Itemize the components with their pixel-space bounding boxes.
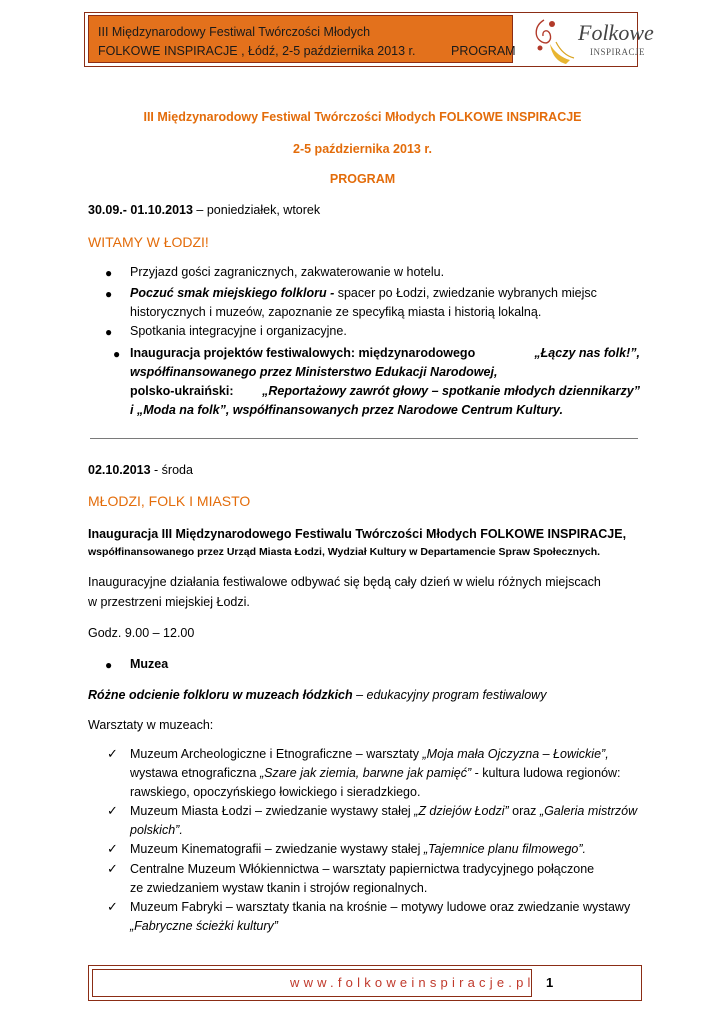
header-title-line2: FOLKOWE INSPIRACJE , Łódź, 2-5 października 2013 r.: [98, 44, 416, 58]
day2-subtitle-rest: – edukacyjny program festiwalowy: [352, 688, 547, 702]
day1-item4-italic: „Łączy nas folk!”,: [534, 346, 640, 360]
day1-item2-line2: historycznych i muzeów, zapoznanie ze specyfiką miasta i historią lokalną.: [130, 305, 542, 319]
day1-item1: Przyjazd gości zagranicznych, zakwaterowanie w hotelu.: [130, 265, 445, 279]
day1-date: 30.09.- 01.10.2013: [88, 203, 193, 217]
day2-days: - środa: [150, 463, 193, 477]
day1-item4-line3-italic: „Reportażowy zawrót głowy – spotkanie młodych dziennikarzy”: [262, 384, 640, 398]
bullet-icon: ●: [105, 287, 113, 301]
day1-heading: WITAMY W ŁODZI!: [88, 234, 209, 250]
day2-date-line: [88, 463, 193, 477]
bullet-icon: ●: [113, 347, 121, 361]
day1-item4-line3-text: polsko-ukraiński:: [130, 384, 234, 398]
museum1-line3: rawskiego, opoczyńskiego łowickiego i sieradzkiego.: [130, 785, 421, 799]
bullet-icon: ●: [105, 325, 113, 339]
page-number: 1: [546, 975, 554, 990]
museum1-italic: „Moja mała Ojczyzna – Łowickie”,: [422, 747, 609, 761]
doc-title-line2: 2-5 października 2013 r.: [293, 142, 432, 156]
day1-item4-line4: i „Moda na folk”, współfinansowanych przez Narodowe Centrum Kultury.: [130, 403, 563, 417]
day2-inauguration-line2: współfinansowanego przez Urząd Miasta Łodzi, Wydział Kultury w Departamencie Spraw Społecznych.: [88, 546, 601, 558]
header-program-label: PROGRAM: [451, 44, 516, 58]
day1-item4-line3: [130, 384, 640, 398]
doc-title-line3: PROGRAM: [329, 172, 396, 186]
checkmark-icon: ✓: [107, 899, 118, 914]
day1-item4-text: Inauguracja projektów festiwalowych: międzynarodowego: [130, 346, 476, 360]
museum1-line1: [130, 747, 609, 761]
checkmark-icon: ✓: [107, 841, 118, 856]
museum2-italic: „Z dziejów Łodzi”: [414, 804, 509, 818]
day1-item2-rest: spacer po Łodzi, zwiedzanie wybranych miejsc: [334, 286, 597, 300]
day1-item2-bold: Poczuć smak miejskiego folkloru -: [130, 286, 335, 300]
bullet-icon: ●: [105, 266, 113, 280]
museum2-mid: oraz: [508, 804, 540, 818]
museum2-line1: [130, 804, 637, 818]
checkmark-icon: ✓: [107, 746, 118, 761]
section-divider: [90, 438, 638, 439]
museum2-line2: polskich”.: [130, 823, 183, 837]
museum1-line2-rest: - kultura ludowa regionów:: [471, 766, 621, 780]
day2-hours: Godz. 9.00 – 12.00: [88, 626, 195, 640]
day2-museums-label: Muzea: [130, 657, 169, 671]
museum1-line2: [130, 766, 621, 780]
museum2-italic2: „Galeria mistrzów: [539, 804, 638, 818]
day1-item4-line1: [130, 346, 640, 360]
museum1-line2-text: wystawa etnograficzna: [130, 766, 260, 780]
header-banner: [88, 15, 516, 63]
day2-workshops-label: Warsztaty w muzeach:: [88, 718, 214, 732]
doc-title-line1: III Międzynarodowy Festiwal Twórczości Młodych FOLKOWE INSPIRACJE: [143, 110, 582, 124]
logo-wordmark: Folkowe: [578, 20, 654, 45]
logo-subtitle: INSPIRACJE: [590, 47, 646, 57]
header-title-line1: III Międzynarodowy Festiwal Twórczości Młodych: [98, 25, 371, 39]
day2-heading: MŁODZI, FOLK I MIASTO: [88, 493, 251, 509]
museum3-italic: „Tajemnice planu filmowego”.: [423, 842, 586, 856]
day1-item3: Spotkania integracyjne i organizacyjne.: [130, 324, 347, 338]
checkmark-icon: ✓: [107, 861, 118, 876]
museum5-line1: Muzeum Fabryki – warsztaty tkania na krośnie – motywy ludowe oraz zwiedzanie wystawy: [130, 900, 631, 914]
folkowe-logo: [530, 14, 654, 66]
day2-subtitle-bold: Różne odcienie folkloru w muzeach łódzkich: [88, 688, 353, 702]
checkmark-icon: ✓: [107, 803, 118, 818]
museum3-text: Muzeum Kinematografii – zwiedzanie wystawy stałej: [130, 842, 424, 856]
footer-url[interactable]: www.folkoweinspiracje.pl: [290, 975, 535, 990]
day1-item4-line2: współfinansowanego przez Ministerstwo Edukacji Narodowej,: [130, 365, 498, 379]
day1-item2: [130, 286, 597, 300]
day2-date: 02.10.2013: [88, 463, 151, 477]
bullet-icon: ●: [105, 658, 113, 672]
museum4-line2: ze zwiedzaniem wystaw tkanin i strojów regionalnych.: [130, 881, 428, 895]
museum3-line1: [130, 842, 586, 856]
day2-inauguration-line1: Inauguracja III Międzynarodowego Festiwalu Twórczości Młodych FOLKOWE INSPIRACJE,: [88, 527, 627, 541]
day2-subtitle: [88, 688, 546, 702]
museum1-text: Muzeum Archeologiczne i Etnograficzne – warsztaty: [130, 747, 423, 761]
day1-date-line: [88, 203, 320, 217]
museum4-line1: Centralne Muzeum Włókiennictwa – warsztaty papiernictwa tradycyjnego połączone: [130, 862, 595, 876]
day2-paragraph-line1: Inauguracyjne działania festiwalowe odbywać się będą cały dzień w wielu różnych miejscach: [88, 575, 601, 589]
day1-days: – poniedziałek, wtorek: [192, 203, 321, 217]
day2-paragraph-line2: w przestrzeni miejskiej Łodzi.: [88, 595, 250, 609]
museum1-line2-italic: „Szare jak ziemia, barwne jak pamięć”: [259, 766, 472, 780]
museum2-text: Muzeum Miasta Łodzi – zwiedzanie wystawy stałej: [130, 804, 415, 818]
museum5-line2: „Fabryczne ścieżki kultury”: [130, 919, 278, 933]
